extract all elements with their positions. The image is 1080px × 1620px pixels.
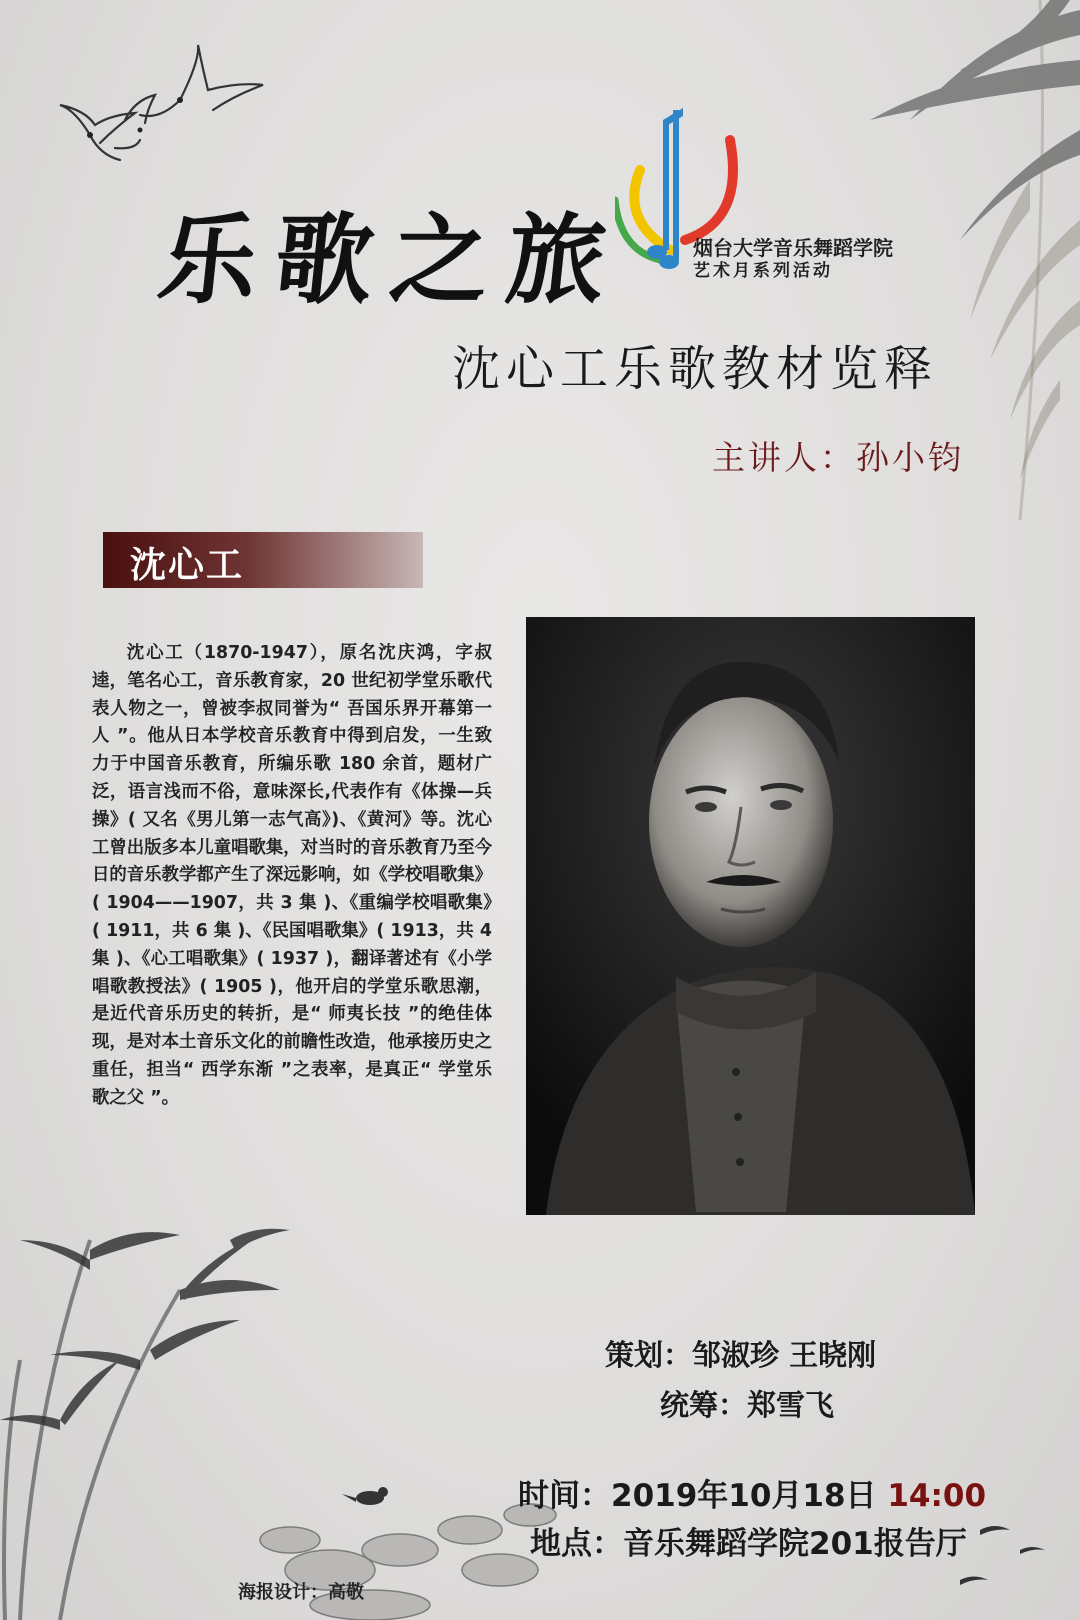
lecture-title: 沈心工乐歌教材览释 [452,341,939,397]
biography-text: 沈心工（1870-1947），原名沈庆鸿，字叔逵，笔名心工，音乐教育家，20 世纪初学堂乐歌代表人物之一，曾被李叔同誉为“ 吾国乐界开幕第一人 ”。他从日本学校音乐教育中得到启发，一生致力于中国音乐教育，所编乐歌 180 余首，题材广泛，语言浅而不俗，意味深长,代表作有《体操—兵操》( 又名《男儿第一志气高》)、《黄河》等。沈心工曾出版多本儿童唱歌集，对当时的音乐教育乃至今日的音乐教学都产生了深远影响，如《学校唱歌集》( 1904——1907，共 3 集 )、《重编学校唱歌集》( 1911，共 6 集 )、《民国唱歌集》( 1913，共 4 集 )、《心工唱歌集》( 1937 )，翻译著述有《小学唱歌教授法》( 1905 )，他开启的学堂乐歌思潮，是近代音乐历史的转折，是“ 师夷长技 ”的绝佳体现，是对本土音乐文化的前瞻性改造，他承接历史之重任，担当“ 西学东渐 ”之表率，是真正“ 学堂乐歌之父 ”。 [92,643,492,1108]
portrait-photo-icon [526,617,975,1215]
event-venue: 地点：音乐舞蹈学院201报告厅 [530,1526,967,1562]
speaker-line: 主讲人：孙小钧 [712,438,964,477]
main-title: 乐歌之旅 [153,203,630,318]
section-title: 沈心工 [130,545,245,586]
event-date: 时间：2019年10月18日 [518,1478,877,1514]
logo-text-event: 艺术月系列活动 [693,261,833,281]
event-hour: 14:00 [887,1478,987,1514]
planner-credit: 策划：邹淑珍 王晓刚 [605,1338,877,1372]
logo-text-school: 烟台大学音乐舞蹈学院 [693,236,893,260]
event-time [518,1470,986,1515]
coordinator-credit: 统筹：郑雪飞 [660,1388,835,1422]
portrait-photo [526,617,975,1215]
flying-cranes-icon [30,40,280,190]
poster-designer-credit: 海报设计：高敬 [238,1582,364,1603]
